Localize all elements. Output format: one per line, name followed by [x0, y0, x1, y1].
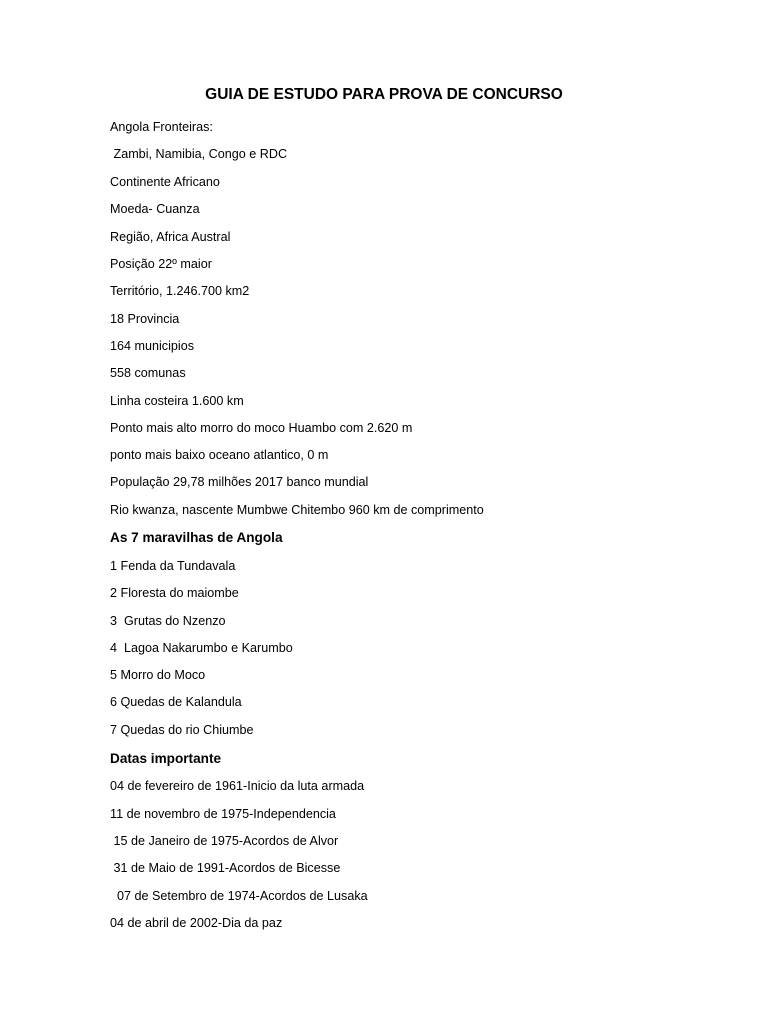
date-item: 07 de Setembro de 1974-Acordos de Lusaka: [110, 889, 368, 903]
wonder-item: 1 Fenda da Tundavala: [110, 559, 236, 573]
text-line: ponto mais baixo oceano atlantico, 0 m: [110, 448, 329, 462]
wonder-item: 6 Quedas de Kalandula: [110, 695, 242, 709]
text-line: Região, Africa Austral: [110, 230, 231, 244]
text-line: Linha costeira 1.600 km: [110, 394, 244, 408]
wonder-item: 4 Lagoa Nakarumbo e Karumbo: [110, 641, 293, 655]
text-line: Angola Fronteiras:: [110, 120, 213, 134]
wonder-item: 5 Morro do Moco: [110, 668, 206, 682]
text-line: Continente Africano: [110, 175, 220, 189]
text-line: Zambi, Namibia, Congo e RDC: [110, 147, 288, 161]
wonder-item: 7 Quedas do rio Chiumbe: [110, 723, 254, 737]
text-line: Moeda- Cuanza: [110, 202, 200, 216]
text-line: 164 municipios: [110, 339, 195, 353]
date-item: 04 de abril de 2002-Dia da paz: [110, 916, 283, 930]
wonder-item: 2 Floresta do maiombe: [110, 586, 239, 600]
text-line: 558 comunas: [110, 366, 186, 380]
text-line: Posição 22º maior: [110, 257, 212, 271]
text-line: Rio kwanza, nascente Mumbwe Chitembo 960 km de comprimento: [110, 503, 484, 517]
date-item: 11 de novembro de 1975-Independencia: [110, 807, 336, 821]
section-heading-dates: Datas importante: [110, 751, 222, 766]
text-line: Território, 1.246.700 km2: [110, 284, 250, 298]
date-item: 15 de Janeiro de 1975-Acordos de Alvor: [110, 834, 339, 848]
date-item: 31 de Maio de 1991-Acordos de Bicesse: [110, 861, 341, 875]
text-line: População 29,78 milhões 2017 banco mundial: [110, 475, 369, 489]
date-item: 04 de fevereiro de 1961-Inicio da luta armada: [110, 779, 365, 793]
text-line: 18 Provincia: [110, 312, 180, 326]
text-line: Ponto mais alto morro do moco Huambo com 2.620 m: [110, 421, 413, 435]
wonder-item: 3 Grutas do Nzenzo: [110, 614, 226, 628]
document-title: GUIA DE ESTUDO PARA PROVA DE CONCURSO: [205, 86, 563, 103]
section-heading-wonders: As 7 maravilhas de Angola: [110, 530, 283, 545]
